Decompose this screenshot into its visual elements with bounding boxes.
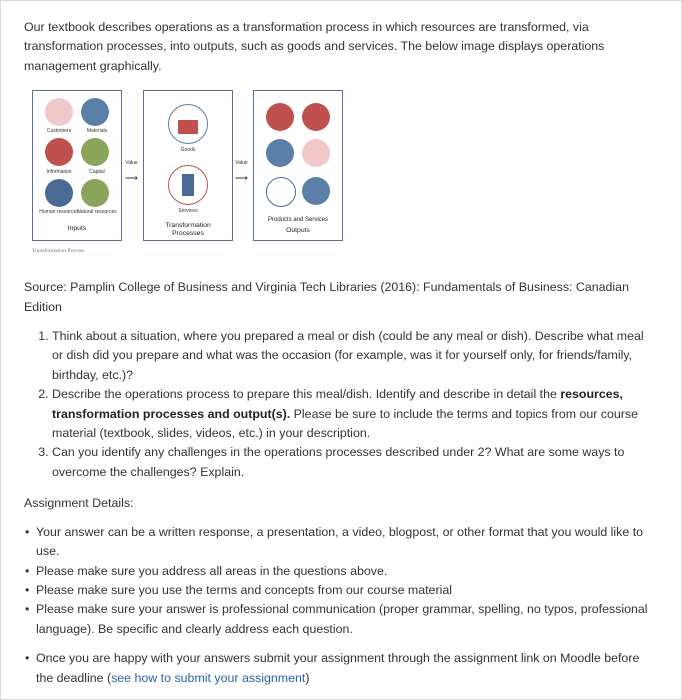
questions-list (24, 327, 656, 482)
graduation-icon (266, 177, 296, 207)
assignment-details-heading: Assignment Details: (24, 496, 134, 511)
factory-icon (168, 104, 208, 144)
bullet-item: • Please make sure you use the terms and concepts from our course material (36, 581, 656, 600)
question-1-text: Think about a situation, where you prepared a meal or dish (could be any meal or dish). Describe what meal or dish did you prepare and what was the occasion (for example, was it for yourself only, for friends/family, birthday, etc.)? (52, 329, 644, 382)
inputs-label: Inputs (67, 225, 87, 233)
arrow-right-icon: ⟶ (235, 172, 248, 183)
capital-label: Capital (89, 169, 105, 176)
question-3-text: Can you identify any challenges in the operations processes described under 2? What are some ways to overcome the challenges? Explain. (52, 445, 625, 479)
outputs-label-line2: Outputs (286, 227, 310, 235)
arrow-right-icon: ⟶ (125, 172, 138, 183)
question-item-2 (52, 385, 656, 443)
question-2-text-after: Please be sure to include the terms and topics from our course material (textbook, slides, videos, etc.) in your description. (52, 406, 639, 441)
materials-icon (81, 98, 109, 126)
transformation-box (143, 90, 233, 241)
value-arrow-1-label: Value (125, 160, 138, 167)
materials-label: Materials (86, 128, 108, 135)
value-arrow-2-label: Value (235, 160, 248, 167)
bullet-item-submit (36, 649, 656, 688)
outputs-box (253, 90, 343, 241)
operations-diagram (32, 90, 362, 260)
source-citation: Source: Pamplin College of Business and Virginia Tech Libraries (2016): Fundamentals of Business: Canadian Edition (24, 280, 629, 314)
doctor-icon (302, 177, 330, 205)
sofa-icon (266, 103, 294, 131)
intro-paragraph: Our textbook describes operations as a transformation process in which resources are transformed, via transformation processes, into outputs, such as goods and services. The below image displays operations management graphically. (24, 20, 605, 73)
question-item-3 (52, 443, 656, 482)
services-label: Services (178, 208, 198, 215)
service-icon-body (182, 174, 194, 196)
assignment-content (24, 18, 656, 688)
human-resources-icon (45, 179, 73, 207)
transformation-label-line2: Processes (172, 230, 204, 238)
bullet-item: • Please make sure your answer is professional communication (proper grammar, spelling, no typos, professional language). Be specific and clearly address each question. (36, 600, 656, 639)
airplane-icon (302, 139, 330, 167)
camera-icon (302, 103, 330, 131)
customers-icon (45, 98, 73, 126)
capital-icon (81, 138, 109, 166)
bullet-item: • Your answer can be a written response, a presentation, a video, blogpost, or other format that you would like to use. (36, 523, 656, 562)
value-arrow-2 (231, 154, 252, 181)
question-2-text-before: Describe the operations process to prepare this meal/dish. Identify and describe in detail the (52, 387, 561, 402)
inputs-box (32, 90, 122, 241)
natural-resources-icon (81, 179, 109, 207)
car-icon (266, 139, 294, 167)
value-arrow-1 (121, 154, 142, 181)
submit-help-link[interactable]: see how to submit your assignment (111, 670, 306, 685)
customers-label: Customers (46, 128, 72, 135)
natural-resources-label: Natural resources (77, 209, 117, 216)
factory-icon-body (178, 120, 198, 134)
bullet-item: • Please make sure you address all areas in the questions above. (36, 562, 656, 581)
submit-text-end: ) (305, 670, 310, 685)
outputs-label-line1: Products and Services (267, 217, 329, 224)
question-2-bold-text: resources, transformation processes and output(s). (52, 387, 623, 421)
human-resources-label: Human resources (39, 209, 79, 216)
information-icon (45, 138, 73, 166)
question-item-1 (52, 327, 656, 385)
figure-caption: Transformation Process (32, 248, 85, 255)
service-icon (168, 165, 208, 205)
assignment-bullet-list (24, 523, 656, 688)
transformation-label-line1: Transformation (165, 222, 211, 230)
submit-text: Once you are happy with your answers submit your assignment through the assignment link on Moodle before the deadline ( (36, 651, 640, 685)
information-label: Information (46, 169, 72, 176)
goods-label: Goods (180, 147, 196, 154)
